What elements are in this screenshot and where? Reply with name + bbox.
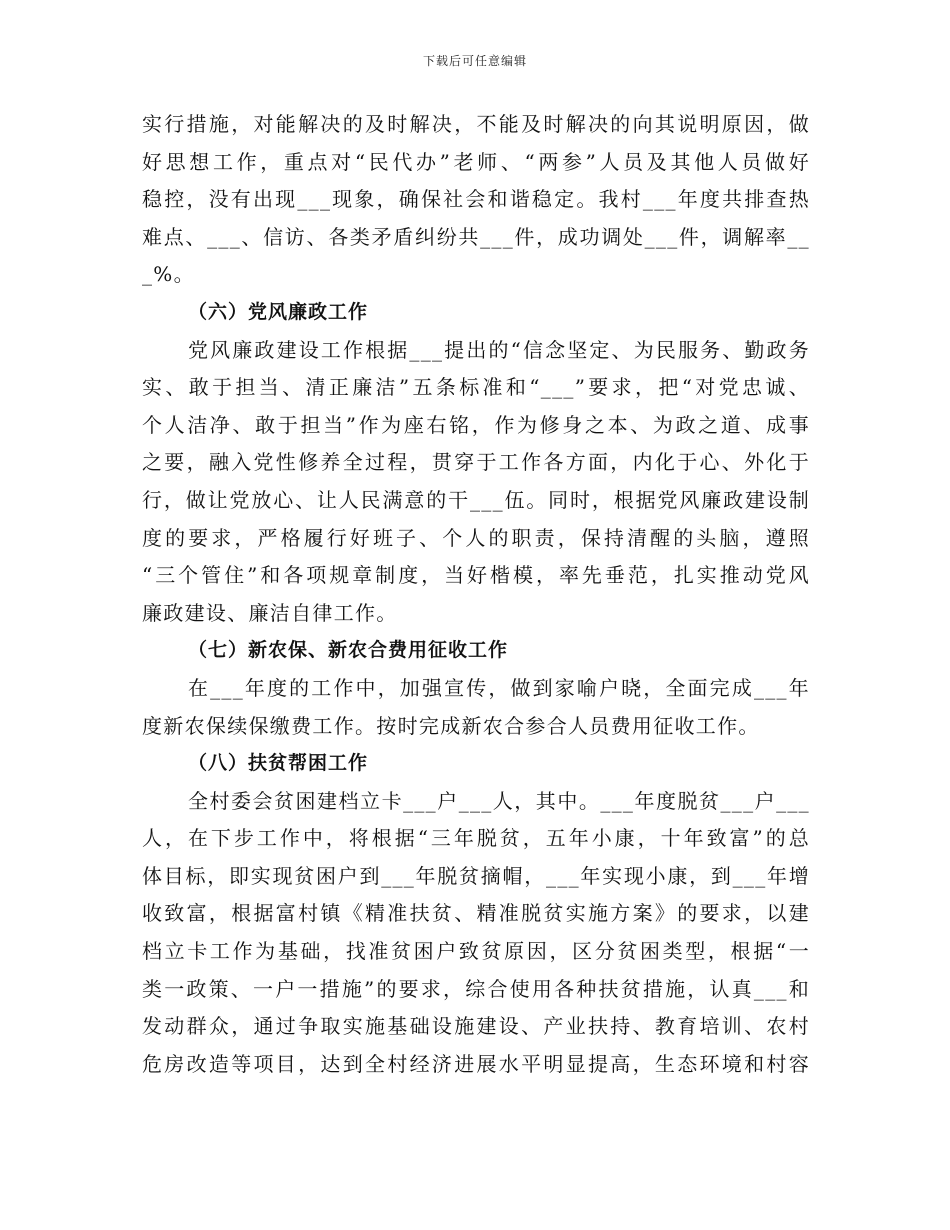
body-line: 在___年度的工作中，加强宣传，做到家喻户晓，全面完成___年 bbox=[188, 675, 810, 700]
body-line: 档立卡工作为基础，找准贫困户致贫原因，区分贫困类型，根据“一 bbox=[142, 939, 810, 964]
body-line: 实行措施，对能解决的及时解决，不能及时解决的向其说明原因，做 bbox=[142, 112, 810, 136]
page-header-note: 下载后可任意编辑 bbox=[422, 54, 527, 68]
body-line: 体目标，即实现贫困户到___年脱贫摘帽，___年实现小康，到___年增 bbox=[142, 863, 810, 888]
body-line: 实、敢于担当、清正廉洁”五条标准和“___”要求，把“对党忠诚、 bbox=[142, 375, 810, 400]
body-line: 好思想工作，重点对“民代办”老师、“两参”人员及其他人员做好 bbox=[142, 149, 810, 174]
body-line: 稳控，没有出现___现象，确保社会和谐稳定。我村___年度共排查热 bbox=[142, 187, 810, 212]
body-line: _%。 bbox=[142, 262, 195, 287]
body-line: 难点、___、信访、各类矛盾纠纷共___件，成功调处___件，调解率__ bbox=[142, 224, 810, 249]
body-line: 个人洁净、敢于担当”作为座右铭，作为修身之本、为政之道、成事 bbox=[142, 412, 810, 437]
body-line: “三个管住”和各项规章制度，当好楷模，率先垂范，扎实推动党风 bbox=[142, 563, 810, 588]
section-heading: （八）扶贫帮困工作 bbox=[188, 752, 369, 775]
section-heading: （七）新农保、新农合费用征收工作 bbox=[188, 639, 509, 662]
section-heading: （六）党风廉政工作 bbox=[188, 300, 369, 323]
body-line: 之要，融入党性修养全过程，贯穿于工作各方面，内化于心、外化于 bbox=[142, 450, 810, 475]
document-body bbox=[142, 106, 810, 1083]
body-line: 全村委会贫困建档立卡___户___人，其中。___年度脱贫___户___ bbox=[188, 788, 810, 813]
body-line: 发动群众，通过争取实施基础设施建设、产业扶持、教育培训、农村 bbox=[142, 1014, 810, 1039]
body-line: 行，做让党放心、让人民满意的干___伍。同时，根据党风廉政建设制 bbox=[142, 487, 810, 512]
body-line: 度的要求，严格履行好班子、个人的职责，保持清醒的头脑，遵照 bbox=[142, 525, 810, 550]
body-line: 度新农保续保缴费工作。按时完成新农合参合人员费用征收工作。 bbox=[142, 713, 760, 738]
body-line: 人，在下步工作中，将根据“三年脱贫，五年小康，十年致富”的总 bbox=[142, 826, 810, 851]
body-line: 党风廉政建设工作根据___提出的“信念坚定、为民服务、勤政务 bbox=[188, 337, 810, 362]
body-line: 类一政策、一户一措施”的要求，综合使用各种扶贫措施，认真___和 bbox=[142, 976, 810, 1001]
body-line: 危房改造等项目，达到全村经济进展水平明显提高，生态环境和村容 bbox=[142, 1051, 810, 1076]
body-line: 收致富，根据富村镇《精准扶贫、精准脱贫实施方案》的要求，以建 bbox=[142, 901, 810, 926]
body-line: 廉政建设、廉洁自律工作。 bbox=[142, 600, 398, 625]
